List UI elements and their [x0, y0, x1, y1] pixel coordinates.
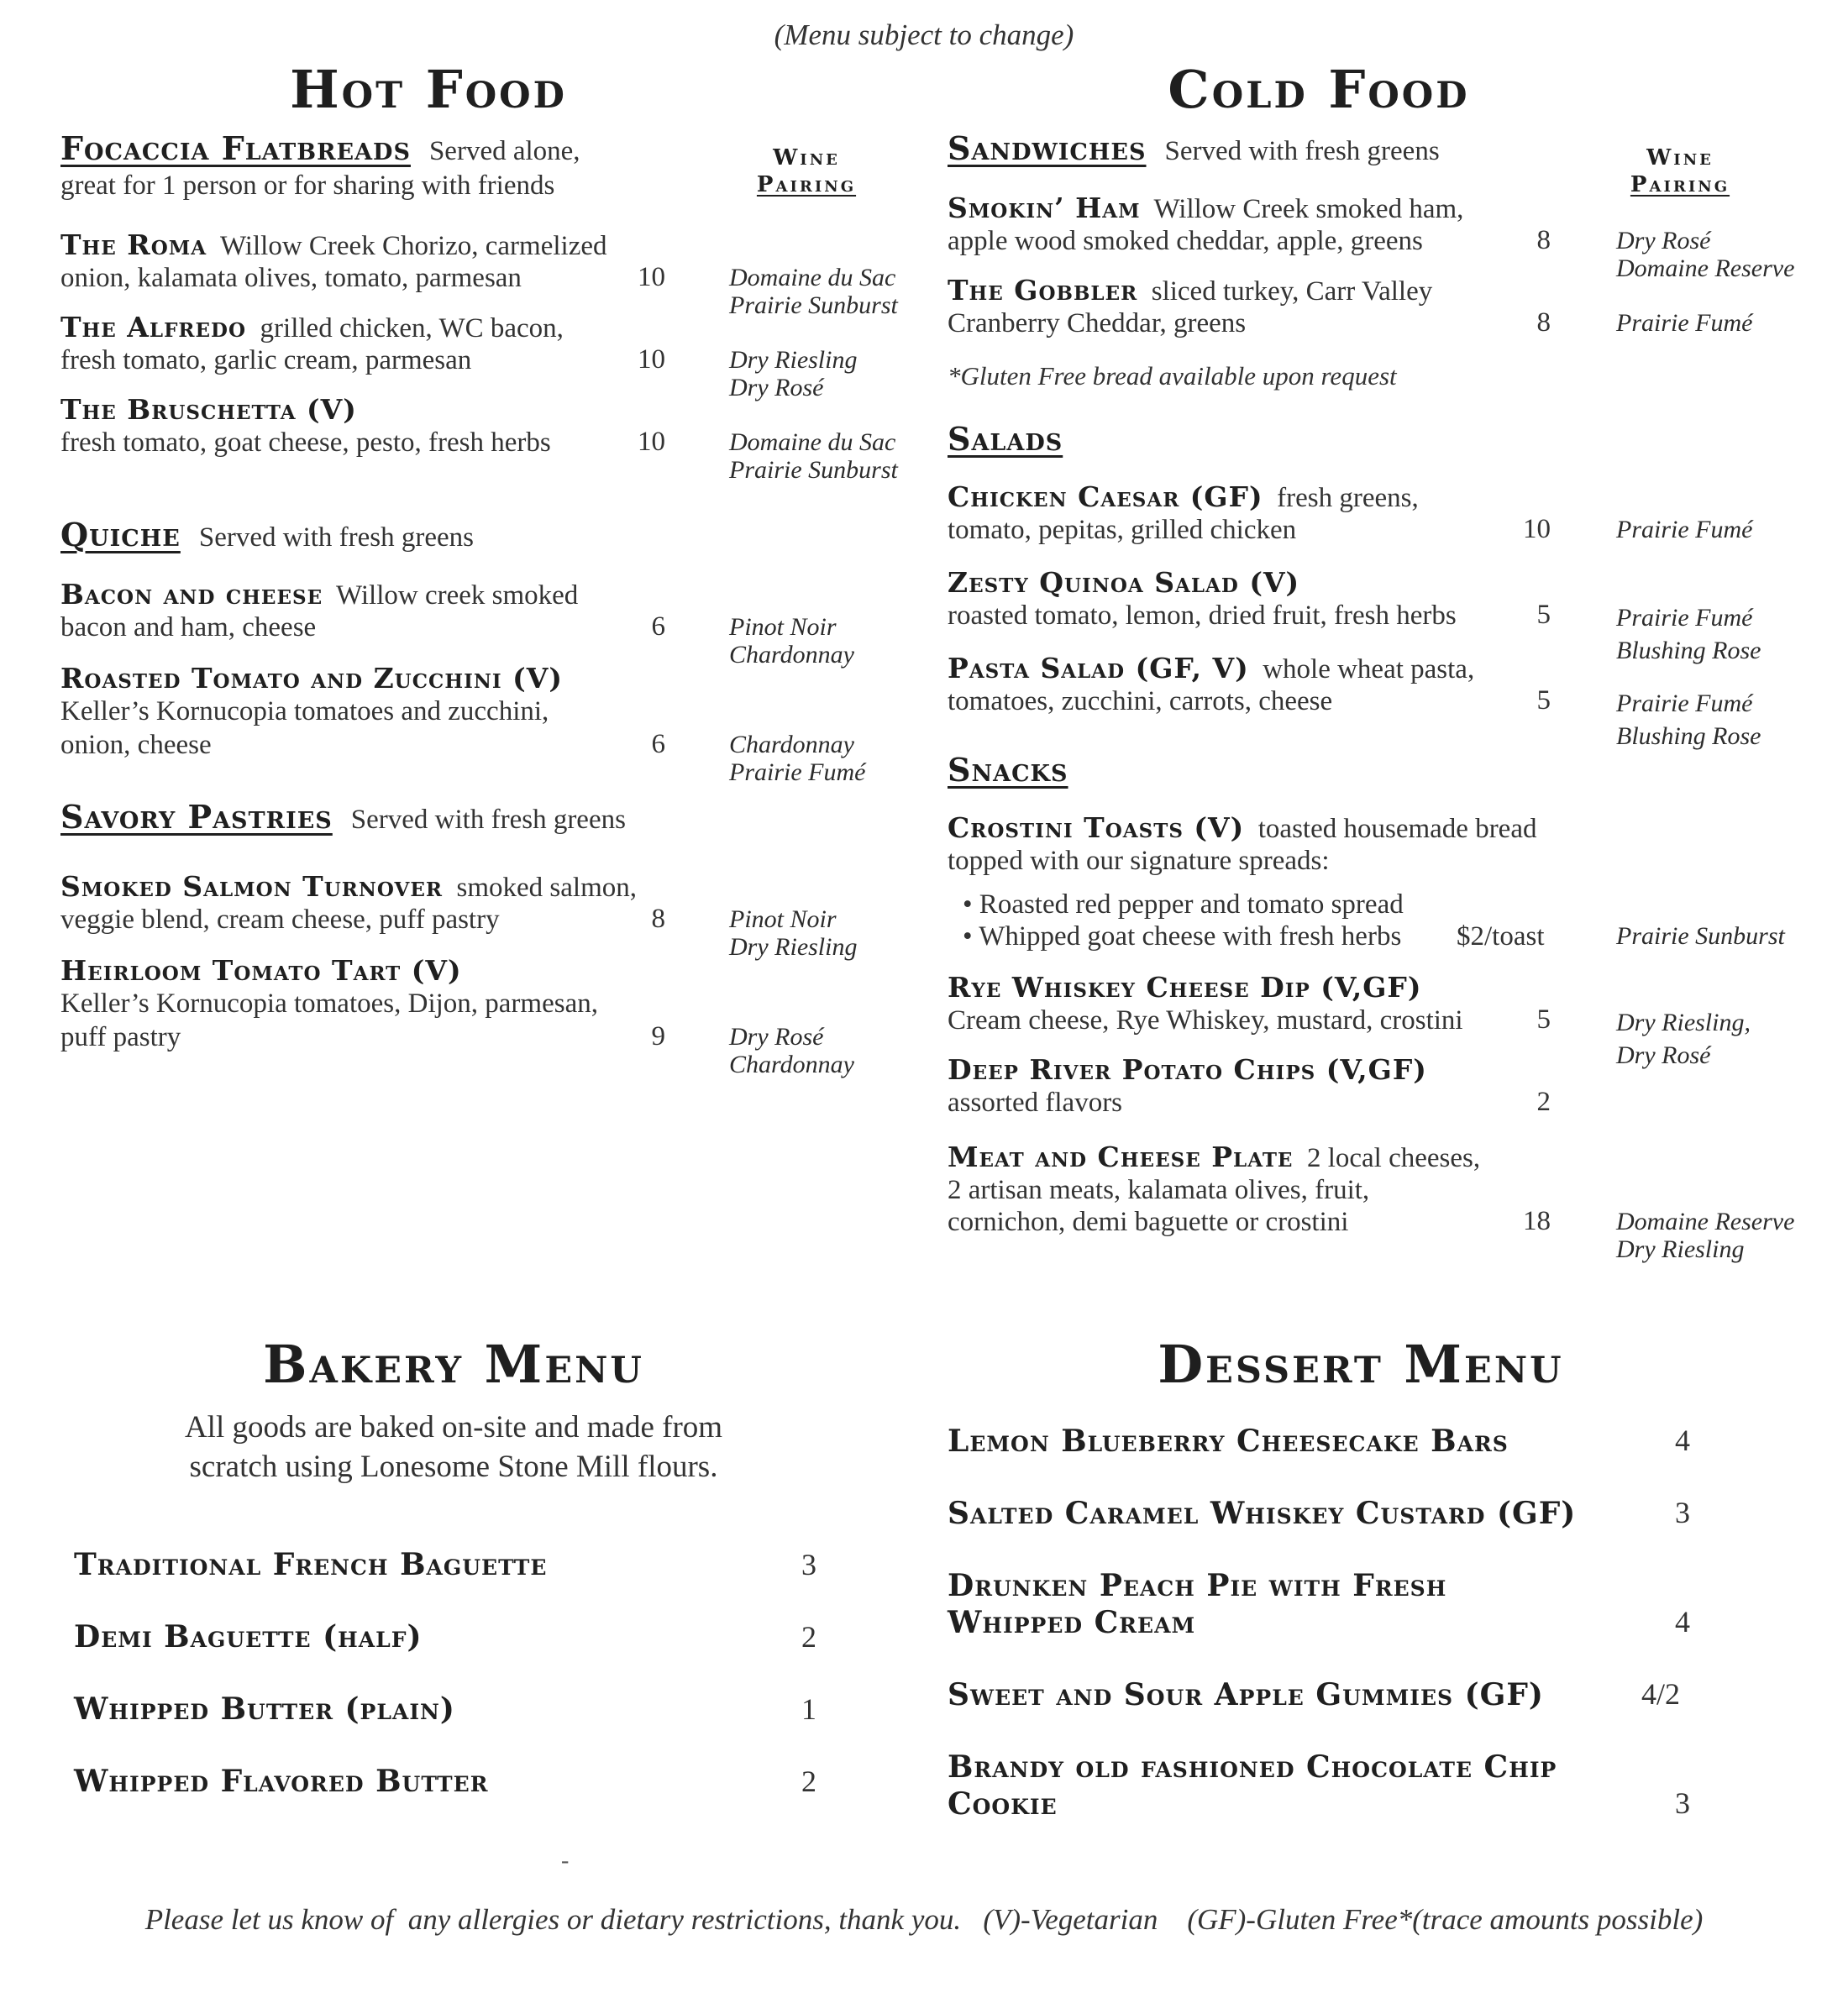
- item-name: Crostini Toasts (V): [948, 811, 1245, 844]
- item-name: Pasta Salad (GF, V): [948, 652, 1249, 684]
- bakery-item-name: Traditional French Baguette: [74, 1547, 548, 1582]
- wine-pairing: [729, 613, 854, 669]
- dessert-item-name: [948, 1749, 1557, 1822]
- item-desc-2: topped with our signature spreads:: [948, 846, 1330, 876]
- item-desc-2: assorted flavors: [948, 1088, 1123, 1118]
- item-name: The Alfredo: [60, 311, 247, 343]
- bakery-intro: [0, 1408, 907, 1487]
- menu-item: [948, 971, 1421, 1005]
- menu-item: [60, 870, 637, 905]
- sandwiches-title: Sandwiches: [948, 129, 1147, 167]
- dessert-title: Dessert Menu: [1158, 1334, 1564, 1395]
- bakery-item-price: 2: [801, 1765, 816, 1798]
- wine-pairing: [1616, 601, 1761, 667]
- salads-heading: [948, 420, 1063, 458]
- menu-item: [948, 811, 1536, 846]
- dessert-name-line1: Drunken Peach Pie with Fresh: [948, 1568, 1447, 1603]
- wine-1: Domaine du Sac: [729, 428, 896, 456]
- menu-item: [60, 393, 357, 427]
- item-name: Chicken Caesar (GF): [948, 480, 1263, 513]
- menu-item: [60, 954, 462, 989]
- item-desc-2: Cream cheese, Rye Whiskey, mustard, crostini: [948, 1005, 1463, 1036]
- menu-item: [948, 191, 1463, 226]
- item-name: Rye Whiskey Cheese Dip (V,GF): [948, 971, 1422, 1004]
- bakery-intro-2: scratch using Lonesome Stone Mill flours.: [189, 1450, 718, 1484]
- menu-item: [948, 1053, 1427, 1088]
- wine-pairing: [1616, 516, 1752, 543]
- wine-2: Blushing Rose: [1616, 722, 1761, 750]
- item-price: 5: [1536, 685, 1551, 716]
- flatbreads-heading: [60, 129, 580, 167]
- dessert-item-price: 4/2: [1641, 1677, 1681, 1711]
- dessert-name-line1: Brandy old fashioned Chocolate Chip: [948, 1749, 1557, 1785]
- item-desc: fresh greens,: [1277, 483, 1419, 513]
- dessert-name-line2: Cookie: [948, 1786, 1058, 1822]
- wine-2: Blushing Rose: [1616, 637, 1761, 664]
- dessert-item-price: 4: [1675, 1424, 1690, 1457]
- flatbreads-subtitle: Served alone,: [428, 136, 580, 166]
- wine-pairing: [1616, 227, 1794, 282]
- item-desc: Willow Creek Chorizo, carmelized: [219, 231, 607, 261]
- item-desc: Keller’s Kornucopia tomatoes and zucchini,: [60, 696, 549, 726]
- wine-pairing: [1616, 922, 1785, 950]
- wine-1: Pinot Noir: [729, 613, 837, 641]
- item-desc: grilled chicken, WC bacon,: [260, 313, 564, 343]
- bakery-item-name: Demi Baguette (half): [74, 1619, 423, 1655]
- dessert-item-name: Sweet and Sour Apple Gummies (GF): [948, 1677, 1544, 1712]
- menu-item: [948, 652, 1474, 686]
- quiche-subtitle: Served with fresh greens: [198, 522, 475, 553]
- item-name: Bacon and cheese: [60, 578, 323, 611]
- wine-header-line2: Pairing: [1630, 172, 1730, 197]
- item-price: 6: [651, 729, 665, 759]
- quiche-title: Quiche: [60, 516, 181, 553]
- wine-header-line1: Wine: [1646, 145, 1714, 170]
- item-name: Smokin’ Ham: [948, 191, 1141, 224]
- item-price: 6: [651, 611, 665, 642]
- cold-food-title: Cold Food: [1168, 59, 1470, 120]
- spread-bullet-1: • Roasted red pepper and tomato spread: [963, 889, 1404, 920]
- pastries-subtitle: Served with fresh greens: [350, 805, 626, 835]
- item-desc: 2 local cheeses,: [1306, 1143, 1481, 1173]
- sandwiches-subtitle: Served with fresh greens: [1164, 136, 1440, 166]
- bakery-item-price: 3: [801, 1548, 816, 1581]
- item-price: 5: [1536, 600, 1551, 630]
- wine-1: Dry Riesling: [729, 346, 858, 374]
- wine-2: Prairie Sunburst: [729, 456, 898, 484]
- quiche-heading: [60, 516, 474, 553]
- wine-pairing: [729, 905, 857, 961]
- item-desc-2: veggie blend, cream cheese, puff pastry: [60, 905, 500, 935]
- item-name: The Roma: [60, 228, 207, 261]
- menu-note: (Menu subject to change): [774, 18, 1074, 51]
- wine-header-line2: Pairing: [756, 172, 857, 197]
- wine-1: Chardonnay: [729, 731, 854, 758]
- wine-2: Dry Riesling: [1616, 1235, 1745, 1263]
- item-desc-2: Cranberry Cheddar, greens: [948, 308, 1247, 338]
- wine-pairing: [729, 264, 898, 319]
- dessert-item-name: Lemon Blueberry Cheesecake Bars: [948, 1424, 1509, 1459]
- wine-2: Dry Riesling: [729, 933, 858, 961]
- allergy-footer: Please let us know of any allergies or dietary restrictions, thank you. (V)-Vegetarian (GF)-Gluten Free*(trace amounts possible): [144, 1903, 1704, 1936]
- item-desc-2: bacon and ham, cheese: [60, 612, 317, 642]
- item-desc-2: roasted tomato, lemon, dried fruit, fresh herbs: [948, 600, 1457, 631]
- wine-1: Prairie Fumé: [1616, 516, 1753, 543]
- item-desc-2: onion, cheese: [60, 730, 212, 760]
- bakery-item-name: Whipped Flavored Butter: [74, 1764, 489, 1799]
- wine-pairing: [729, 346, 857, 401]
- item-price: 2: [1536, 1087, 1551, 1117]
- dessert-item-price: 3: [1675, 1496, 1690, 1529]
- footer-dash: -: [561, 1848, 570, 1874]
- item-price: 8: [1536, 225, 1551, 255]
- dessert-name-line2: Whipped Cream: [948, 1605, 1196, 1640]
- snacks-title: Snacks: [948, 751, 1068, 789]
- item-desc-2: tomatoes, zucchini, carrots, cheese: [948, 686, 1333, 716]
- dessert-item-name: [948, 1567, 1446, 1641]
- wine-header-line1: Wine: [773, 145, 840, 170]
- item-price: 10: [1523, 514, 1551, 544]
- item-price: 8: [1536, 307, 1551, 338]
- item-desc: Keller’s Kornucopia tomatoes, Dijon, parmesan,: [60, 989, 598, 1019]
- item-desc: toasted housemade bread: [1257, 814, 1537, 844]
- flatbreads-subtitle-2: great for 1 person or for sharing with friends: [60, 170, 555, 201]
- menu-item: [948, 274, 1432, 308]
- item-name: Heirloom Tomato Tart (V): [60, 954, 462, 987]
- item-price: 10: [638, 427, 665, 457]
- item-desc-2: 2 artisan meats, kalamata olives, fruit,: [948, 1175, 1370, 1205]
- wine-1: Prairie Fumé: [1616, 604, 1753, 632]
- item-name: Meat and Cheese Plate: [948, 1141, 1294, 1173]
- wine-1: Prairie Fumé: [1616, 690, 1753, 717]
- dessert-item-name: Salted Caramel Whiskey Custard (GF): [948, 1496, 1577, 1531]
- item-price: 10: [638, 344, 665, 375]
- dessert-item-price: 4: [1675, 1605, 1690, 1639]
- item-desc: Willow creek smoked: [336, 580, 579, 611]
- item-desc: sliced turkey, Carr Valley: [1151, 276, 1433, 307]
- salads-title: Salads: [948, 420, 1063, 458]
- wine-1: Prairie Fumé: [1616, 309, 1753, 337]
- item-desc-3: cornichon, demi baguette or crostini: [948, 1207, 1349, 1237]
- bakery-intro-1: All goods are baked on-site and made from: [184, 1410, 723, 1445]
- menu-item: [60, 578, 578, 612]
- menu-item: [948, 566, 1299, 600]
- pastries-heading: [60, 798, 626, 836]
- item-price: $2/toast: [1457, 921, 1545, 952]
- item-desc: Willow Creek smoked ham,: [1153, 194, 1464, 224]
- gluten-free-note: *Gluten Free bread available upon request: [948, 361, 1397, 391]
- item-desc: smoked salmon,: [456, 873, 637, 903]
- wine-pairing: [729, 428, 898, 484]
- item-desc: whole wheat pasta,: [1263, 654, 1475, 684]
- wine-1: Dry Rosé: [1616, 227, 1711, 254]
- item-price: 8: [651, 904, 665, 934]
- item-desc-2: puff pastry: [60, 1022, 181, 1052]
- wine-2: Chardonnay: [729, 641, 854, 669]
- menu-item: [60, 228, 607, 263]
- wine-2: Dry Rosé: [1616, 1041, 1711, 1069]
- cold-wine-header: [1579, 144, 1781, 198]
- menu-item: [948, 1141, 1480, 1175]
- wine-pairing: [729, 731, 865, 786]
- hot-food-title: Hot Food: [290, 59, 567, 120]
- wine-1: Prairie Sunburst: [1616, 922, 1785, 950]
- wine-2: Dry Rosé: [729, 374, 824, 401]
- pastries-title: Savory Pastries: [60, 798, 333, 836]
- item-price: 9: [651, 1021, 665, 1051]
- item-name: The Bruschetta (V): [60, 393, 357, 426]
- item-desc-2: onion, kalamata olives, tomato, parmesan: [60, 263, 522, 293]
- bakery-item-price: 1: [801, 1692, 816, 1726]
- item-desc-2: tomato, pepitas, grilled chicken: [948, 515, 1297, 545]
- wine-2: Domaine Reserve: [1616, 254, 1795, 282]
- item-name: Roasted Tomato and Zucchini (V): [60, 662, 563, 695]
- wine-1: Domaine du Sac: [729, 264, 896, 291]
- item-desc-2: fresh tomato, garlic cream, parmesan: [60, 345, 472, 375]
- wine-pairing: [1616, 309, 1752, 337]
- item-name: Zesty Quinoa Salad (V): [948, 566, 1300, 599]
- menu-item: [60, 662, 563, 696]
- sandwiches-heading: [948, 129, 1440, 167]
- item-name: Smoked Salmon Turnover: [60, 870, 444, 903]
- item-price: 5: [1536, 1004, 1551, 1035]
- wine-2: Prairie Fumé: [729, 758, 866, 786]
- wine-1: Domaine Reserve: [1616, 1208, 1795, 1235]
- wine-pairing: [1616, 687, 1761, 753]
- item-name: The Gobbler: [948, 274, 1138, 307]
- flatbreads-title: Focaccia Flatbreads: [60, 129, 411, 167]
- spread-bullet-2: • Whipped goat cheese with fresh herbs: [963, 921, 1402, 952]
- wine-1: Pinot Noir: [729, 905, 837, 933]
- bakery-item-price: 2: [801, 1620, 816, 1654]
- wine-2: Prairie Sunburst: [729, 291, 898, 319]
- item-desc-2: apple wood smoked cheddar, apple, greens: [948, 226, 1423, 256]
- item-name: Deep River Potato Chips (V,GF): [948, 1053, 1427, 1086]
- wine-1: Dry Rosé: [729, 1023, 824, 1051]
- item-price: 18: [1523, 1206, 1551, 1236]
- menu-item: [60, 311, 564, 345]
- snacks-heading: [948, 751, 1068, 789]
- item-desc-2: fresh tomato, goat cheese, pesto, fresh herbs: [60, 427, 551, 458]
- menu-item: [948, 480, 1419, 515]
- dessert-item-price: 3: [1675, 1786, 1690, 1820]
- wine-2: Chardonnay: [729, 1051, 854, 1078]
- bakery-item-name: Whipped Butter (plain): [74, 1691, 455, 1727]
- bakery-title: Bakery Menu: [263, 1334, 644, 1395]
- item-price: 10: [638, 262, 665, 292]
- wine-pairing: [1616, 1006, 1751, 1072]
- wine-pairing: [1616, 1208, 1794, 1263]
- hot-wine-header: [706, 144, 907, 198]
- wine-pairing: [729, 1023, 854, 1078]
- wine-1: Dry Riesling,: [1616, 1009, 1751, 1036]
